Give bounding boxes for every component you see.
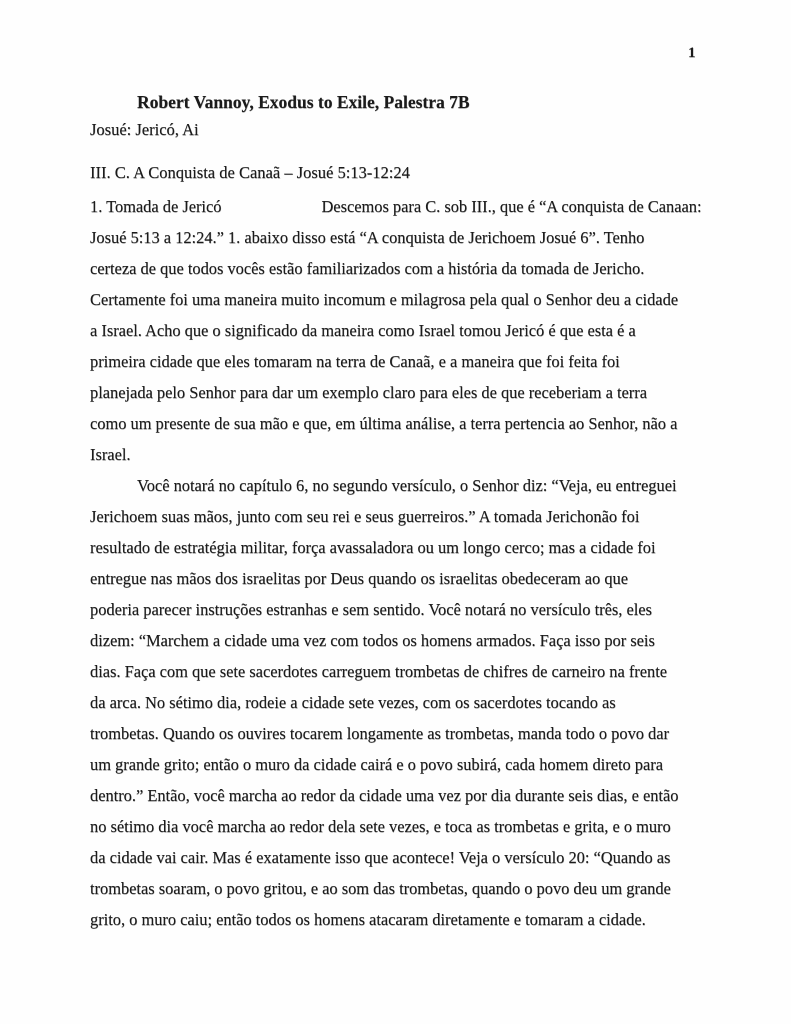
text-line: Josué 5:13 a 12:24.” 1. abaixo disso está “A conquista de Jerichoem Josué 6”. Tenho (90, 228, 645, 247)
text-line: entregue nas mãos dos israelitas por Deus quando os israelitas obedeceram ao que (90, 569, 628, 588)
text-line: dias. Faça com que sete sacerdotes carreguem trombetas de chifres de carneiro na frente (90, 662, 668, 681)
text-line: certeza de que todos vocês estão familiarizados com a história da tomada de Jericho. (90, 259, 645, 278)
text-line: como um presente de sua mão e que, em última análise, a terra pertencia ao Senhor, não a (90, 414, 678, 433)
text-line: no sétimo dia você marcha ao redor dela sete vezes, e toca as trombetas e grita, e o muro (90, 817, 671, 836)
paragraph-tomada-de-jerico (90, 191, 750, 470)
text-line: da cidade vai cair. Mas é exatamente isso que acontece! Veja o versículo 20: “Quando as (90, 848, 671, 867)
paragraph-capitulo-6 (90, 470, 750, 935)
paragraph-lead-label: 1. Tomada de Jericó (90, 197, 222, 216)
text-line: Israel. (90, 445, 131, 464)
document-body (90, 191, 750, 935)
section-heading: III. C. A Conquista de Canaã – Josué 5:13-12:24 (90, 163, 410, 182)
text-line: trombetas. Quando os ouvires tocarem longamente as trombetas, manda todo o povo dar (90, 724, 669, 743)
text-line: Jerichoem suas mãos, junto com seu rei e seus guerreiros.” A tomada Jerichonão foi (90, 507, 640, 526)
text-line: um grande grito; então o muro da cidade cairá e o povo subirá, cada homem direto para (90, 755, 663, 774)
page-number: 1 (688, 45, 696, 61)
text-line: grito, o muro caiu; então todos os homens atacaram diretamente e tomaram a cidade. (90, 910, 646, 929)
text-line: planejada pelo Senhor para dar um exemplo claro para eles de que receberiam a terra (90, 383, 647, 402)
text-line: Certamente foi uma maneira muito incomum e milagrosa pela qual o Senhor deu a cidade (90, 290, 679, 309)
text-line: da arca. No sétimo dia, rodeie a cidade sete vezes, com os sacerdotes tocando as (90, 693, 616, 712)
text-line: primeira cidade que eles tomaram na terra de Canaã, e a maneira que foi feita foi (90, 352, 620, 371)
text-line: Você notará no capítulo 6, no segundo versículo, o Senhor diz: “Veja, eu entreguei (137, 476, 677, 495)
text-line: dentro.” Então, você marcha ao redor da cidade uma vez por dia durante seis dias, e então (90, 786, 679, 805)
document-title: Robert Vannoy, Exodus to Exile, Palestra 7B (137, 92, 470, 112)
text-line: trombetas soaram, o povo gritou, e ao som das trombetas, quando o povo deu um grande (90, 879, 671, 898)
line-text: Descemos para C. sob III., que é “A conquista de Canaan: (321, 197, 702, 216)
text-line (90, 191, 750, 222)
text-line: a Israel. Acho que o significado da maneira como Israel tomou Jericó é que esta é a (90, 321, 636, 340)
text-line: dizem: “Marchem a cidade uma vez com todos os homens armados. Faça isso por seis (90, 631, 655, 650)
text-line: resultado de estratégia militar, força avassaladora ou um longo cerco; mas a cidade foi (90, 538, 656, 557)
document-subtitle: Josué: Jericó, Ai (90, 120, 199, 139)
text-line: poderia parecer instruções estranhas e sem sentido. Você notará no versículo três, eles (90, 600, 652, 619)
